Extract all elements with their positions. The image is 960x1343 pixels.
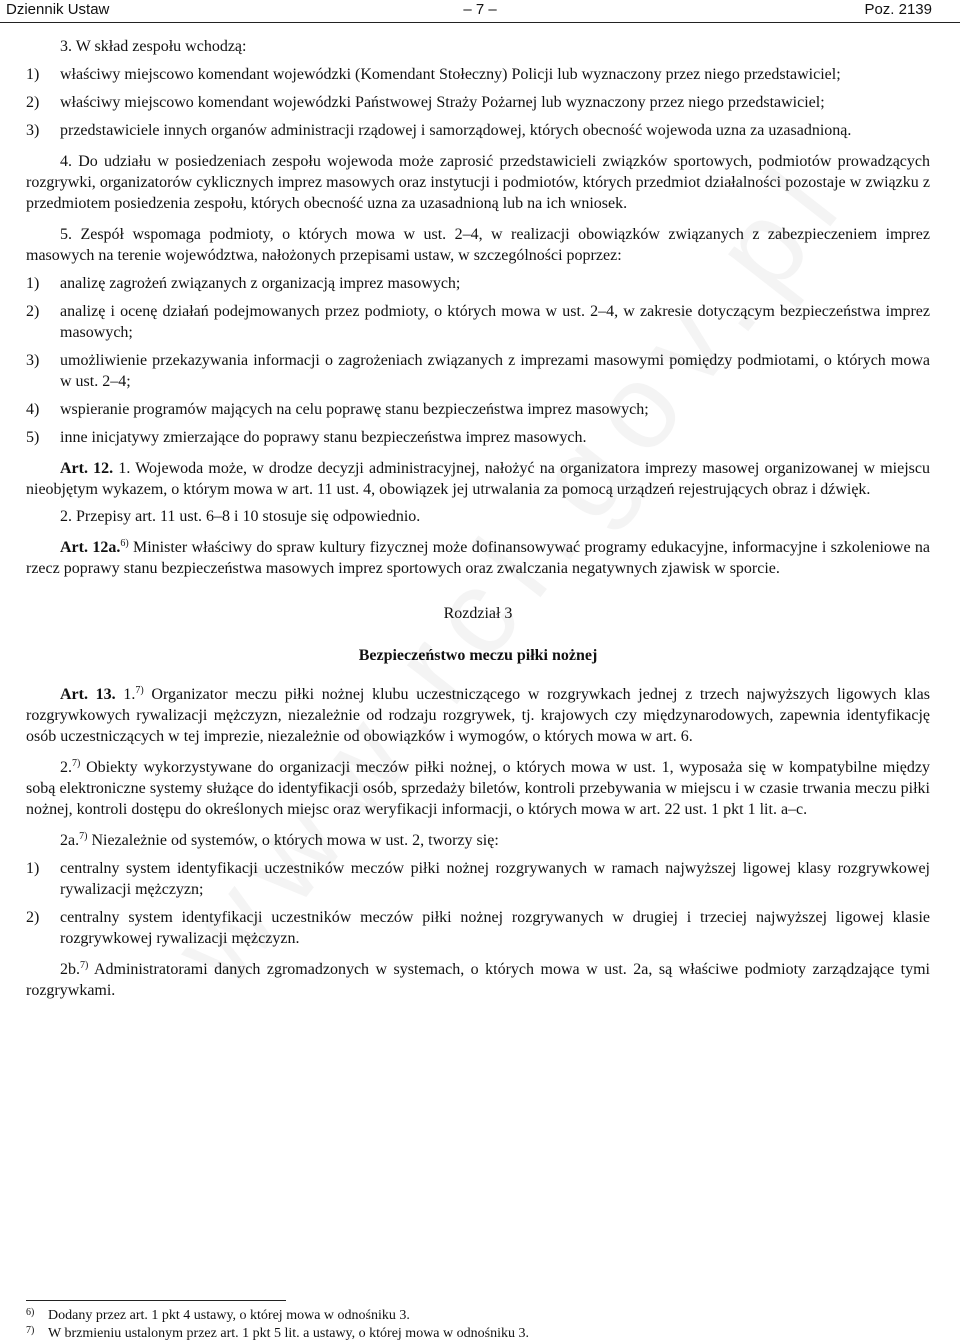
list-number: 1) — [26, 275, 40, 292]
list-text: centralny system identyfikacji uczestników meczów piłki nożnej rozgrywanych w drugiej i trzeciej najwyższej ligowej klasie rozgrywkowej rywalizacji mężczyzn. — [60, 909, 930, 947]
footnote-mark: 6) — [26, 1307, 35, 1318]
list-text: umożliwienie przekazywania informacji o zagrożeniach związanych z imprezami masowymi pomiędzy podmiotami, o których mowa w ust. 2–4; — [60, 352, 930, 390]
list-item — [26, 427, 930, 448]
list-text: wspieranie programów mających na celu poprawę stanu bezpieczeństwa imprez masowych; — [60, 401, 649, 418]
article-text: Organizator meczu piłki nożnej klubu uczestniczącego w rozgrywkach jednej z trzech najwyższych ligowych klas rozgrywkowych rywalizacji mężczyzn, niezależnie od rodzaju rozgrywek, tj. krajowych czy międzynarodowych, zapewnia identyfikację osób uczestniczących w tej imprezie, niezależnie od obowiązków i wymogów, o których mowa w art. 6. — [26, 686, 931, 745]
page-header — [0, 0, 960, 23]
list-text: właściwy miejscowo komendant wojewódzki (Komendant Stołeczny) Policji lub wyznaczony przez niego przedstawiciel; — [60, 66, 841, 83]
list-number: 1) — [26, 66, 40, 83]
list-number: 2) — [26, 94, 40, 111]
list-item — [26, 350, 930, 392]
list-text: analizę i ocenę działań podejmowanych przez podmioty, o których mowa w ust. 2–4, w zakresie dotyczącym bezpieczeństwa imprez masowych; — [60, 303, 930, 341]
art13-2b-paragraph — [26, 959, 930, 1001]
article-text: Minister właściwy do spraw kultury fizycznej może dofinansowywać programy edukacyjne, informacyjne i szkoleniowe na rzecz poprawy stanu bezpieczeństwa masowych imprez sportowych oraz zwalczania negatywnych zjawisk w sporcie. — [26, 539, 931, 577]
footnote-divider — [26, 1300, 286, 1301]
article-text: Obiekty wykorzystywane do organizacji meczów piłki nożnej, o których mowa w ust. 1, wyposaża się w kompatybilne między sobą elektroniczne systemy służące do identyfikacji osób, sprzedaży biletów, kontroli przebywania w miejscu i w czasie trwania meczu piłki nożnej, kontroli dostępu do określonych miejsc oraz weryfikacji informacji, o których mowa w art. 22 ust. 1 pkt 1 lit. a–c. — [26, 759, 930, 818]
list-number: 4) — [26, 401, 40, 418]
list-item — [26, 92, 930, 113]
list-number: 2) — [26, 909, 40, 926]
list-text: centralny system identyfikacji uczestników meczów piłki nożnej rozgrywanych w ramach najwyższej ligowej klasy rozgrywkowej rywalizacji mężczyzn; — [60, 860, 930, 898]
chapter-title: Bezpieczeństwo meczu piłki nożnej — [358, 647, 598, 664]
paragraph-number: 1. — [115, 686, 136, 703]
footnote-ref: 7) — [135, 685, 144, 696]
chapter-number: Rozdział 3 — [443, 605, 513, 622]
article-label: Art. 12. — [60, 460, 114, 477]
article-label: Art. 13. — [60, 686, 116, 703]
footnote-text: Dodany przez art. 1 pkt 4 ustawy, o której mowa w odnośniku 3. — [48, 1308, 410, 1323]
sec4-paragraph: 4. Do udziału w posiedzeniach zespołu wojewoda może zaprosić przedstawicieli związków sportowych, podmiotów prowadzących rozgrywki, organizatorów cyklicznych imprez masowych oraz instytucji i podmiotów, których przedmiot działalności pozostaje w związku z przedmiotem posiedzenia zespołu, których obecność uzna za uzasadnioną lub na ich wniosek. — [26, 153, 930, 212]
list-item — [26, 64, 930, 85]
journal-title: Dziennik Ustaw — [6, 1, 110, 18]
footnote-ref: 6) — [120, 538, 129, 549]
art12-paragraph — [26, 458, 930, 500]
art13-2a-intro — [26, 830, 930, 851]
footnote-ref: 7) — [72, 758, 81, 769]
list-text: właściwy miejscowo komendant wojewódzki Państwowej Straży Pożarnej lub wyznaczony przez niego przedstawiciel; — [60, 94, 825, 111]
list-number: 1) — [26, 860, 40, 877]
page-number: – 7 – — [463, 1, 497, 18]
paragraph-number: 2. — [60, 759, 72, 776]
paragraph-number: 2a. — [60, 832, 80, 849]
article-text: Niezależnie od systemów, o których mowa w ust. 2, tworzy się: — [87, 832, 499, 849]
footnote-text: W brzmieniu ustalonym przez art. 1 pkt 5 lit. a ustawy, o której mowa w odnośniku 3. — [48, 1326, 529, 1341]
list-number: 2) — [26, 303, 40, 320]
list-item — [26, 858, 930, 900]
art13-paragraph — [26, 684, 930, 747]
document-body — [26, 36, 930, 1001]
list-item — [26, 907, 930, 949]
article-label: Art. 12a. — [60, 539, 121, 556]
article-text: 1. Wojewoda może, w drodze decyzji administracyjnej, nałożyć na organizatora imprezy masowej organizowanej w miejscu nieobjętym wykazem, o którym mowa w art. 11 ust. 4, obowiązek jej utrwalania za pomocą urządzeń rejestrujących obraz i dźwięk. — [26, 460, 930, 498]
footnote-ref: 7) — [80, 960, 89, 971]
list-item — [26, 301, 930, 343]
list-item — [26, 120, 930, 141]
footnotes — [26, 1300, 930, 1343]
article-text: Administratorami danych zgromadzonych w systemach, o których mowa w ust. 2a, są właściwe podmioty zarządzające tymi rozgrywkami. — [26, 961, 930, 999]
art12a-paragraph — [26, 537, 930, 579]
sec3-intro: 3. W skład zespołu wchodzą: — [60, 38, 247, 55]
list-number: 5) — [26, 429, 40, 446]
sec5-intro: 5. Zespół wspomaga podmioty, o których mowa w ust. 2–4, w realizacji obowiązków związanych z zabezpieczeniem imprez masowych na terenie województwa, nałożonych przepisami ustaw, w szczególności poprzez: — [26, 226, 930, 264]
paragraph-number: 2b. — [60, 961, 80, 978]
list-text: analizę zagrożeń związanych z organizacją imprez masowych; — [60, 275, 461, 292]
list-item — [26, 399, 930, 420]
list-text: przedstawiciele innych organów administracji rządowej i samorządowej, których obecność wojewoda uzna za uzasadnioną. — [60, 122, 852, 139]
art12-2-paragraph: 2. Przepisy art. 11 ust. 6–8 i 10 stosuje się odpowiednio. — [60, 508, 421, 525]
footnote-ref: 7) — [79, 831, 88, 842]
footnote-mark: 7) — [26, 1325, 35, 1336]
list-text: inne inicjatywy zmierzające do poprawy stanu bezpieczeństwa imprez masowych. — [60, 429, 587, 446]
item-number: Poz. 2139 — [864, 1, 932, 18]
list-item — [26, 273, 930, 294]
list-number: 3) — [26, 122, 40, 139]
footnote — [26, 1307, 930, 1325]
footnote — [26, 1325, 930, 1343]
list-number: 3) — [26, 352, 40, 369]
art13-2-paragraph — [26, 757, 930, 820]
